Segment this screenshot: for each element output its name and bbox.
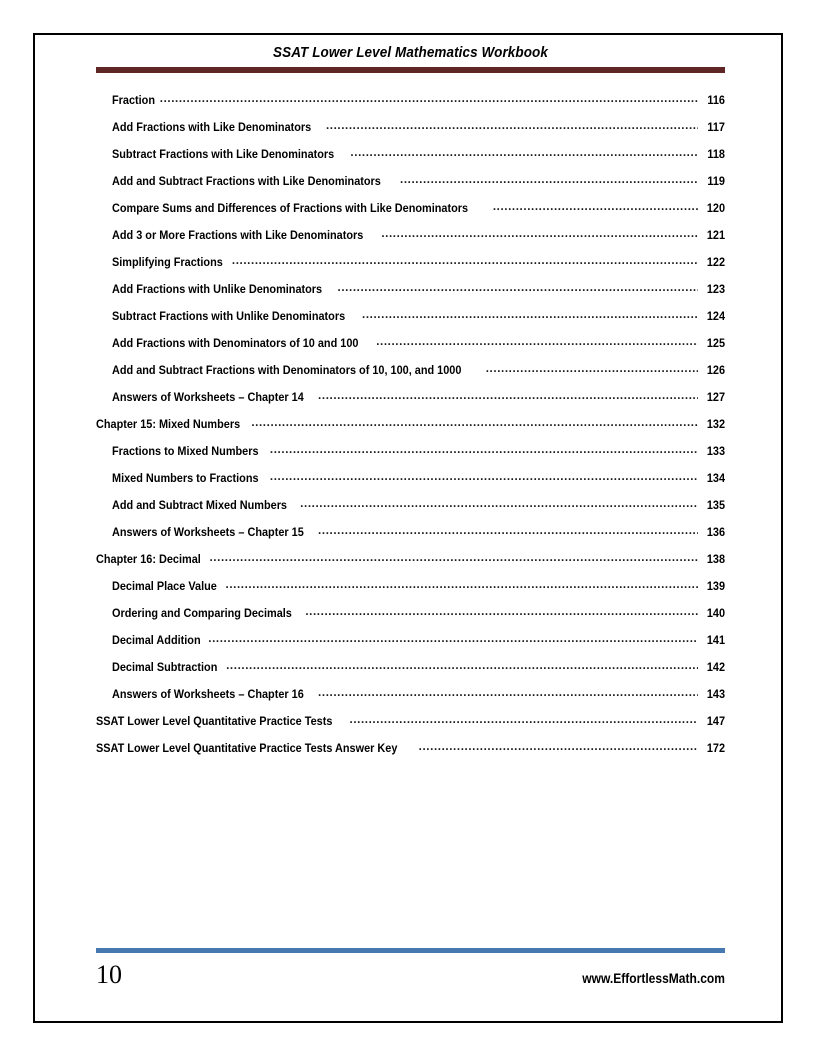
toc-dot-leader — [209, 550, 698, 563]
toc-dot-leader — [160, 91, 698, 104]
toc-entry-label: Fractions to Mixed Numbers — [112, 445, 259, 458]
toc-entry[interactable] — [96, 550, 725, 577]
toc-dot-leader — [318, 388, 698, 401]
toc-entry-label: Fraction — [112, 94, 156, 107]
toc-entry-label: SSAT Lower Level Quantitative Practice Tests Answer Key — [96, 742, 398, 755]
toc-entry-label: Decimal Addition — [112, 634, 201, 647]
toc-entry-page-number: 134 — [706, 472, 725, 485]
toc-entry-page-number: 126 — [706, 364, 725, 377]
toc-entry-label: Add and Subtract Fractions with Like Denominators — [112, 175, 381, 188]
document-footer — [96, 948, 725, 988]
toc-entry-label: Ordering and Comparing Decimals — [112, 607, 292, 620]
toc-entry-page-number: 139 — [706, 580, 725, 593]
toc-entry-label: Subtract Fractions with Unlike Denominators — [112, 310, 346, 323]
toc-entry[interactable] — [96, 442, 725, 469]
toc-entry-page-number: 117 — [707, 121, 725, 134]
toc-entry-page-number: 124 — [706, 310, 725, 323]
toc-entry-page-number: 133 — [706, 445, 725, 458]
toc-entry-page-number: 118 — [707, 148, 725, 161]
toc-entry-page-number: 123 — [706, 283, 725, 296]
toc-entry-page-number: 132 — [706, 418, 725, 431]
toc-entry-label: Chapter 16: Decimal — [96, 553, 201, 566]
toc-dot-leader — [486, 361, 698, 374]
toc-entry-page-number: 142 — [706, 661, 725, 674]
toc-entry[interactable] — [96, 172, 725, 199]
toc-entry-page-number: 125 — [706, 337, 725, 350]
toc-entry-page-number: 120 — [706, 202, 725, 215]
toc-dot-leader — [350, 712, 699, 725]
toc-entry-page-number: 121 — [706, 229, 725, 242]
toc-dot-leader — [300, 496, 698, 509]
toc-entry-label: SSAT Lower Level Quantitative Practice Tests — [96, 715, 333, 728]
toc-entry-label: Simplifying Fractions — [112, 256, 223, 269]
toc-dot-leader — [305, 604, 698, 617]
toc-entry[interactable] — [96, 685, 725, 712]
toc-entry-page-number: 135 — [706, 499, 725, 512]
toc-entry[interactable] — [96, 253, 725, 280]
toc-entry[interactable] — [96, 523, 725, 550]
toc-entry-page-number: 143 — [706, 688, 725, 701]
toc-entry-label: Compare Sums and Differences of Fractions with Like Denominators — [112, 202, 469, 215]
toc-entry-page-number: 140 — [706, 607, 725, 620]
toc-dot-leader — [208, 631, 698, 644]
document-header — [96, 45, 725, 73]
toc-entry-page-number: 119 — [707, 175, 725, 188]
toc-entry-label: Add 3 or More Fractions with Like Denominators — [112, 229, 364, 242]
toc-entry-page-number: 136 — [706, 526, 725, 539]
toc-entry[interactable] — [96, 307, 725, 334]
toc-entry-page-number: 138 — [706, 553, 725, 566]
toc-dot-leader — [232, 253, 698, 266]
toc-entry-page-number: 122 — [706, 256, 725, 269]
header-title: SSAT Lower Level Mathematics Workbook — [273, 45, 548, 61]
toc-entry-label: Add Fractions with Unlike Denominators — [112, 283, 323, 296]
toc-dot-leader — [226, 658, 698, 671]
website-link[interactable]: www.EffortlessMath.com — [582, 970, 725, 986]
footer-rule — [96, 948, 725, 953]
toc-entry-label: Chapter 15: Mixed Numbers — [96, 418, 241, 431]
toc-dot-leader — [318, 523, 698, 536]
toc-entry[interactable] — [96, 388, 725, 415]
toc-dot-leader — [381, 226, 698, 239]
toc-dot-leader — [350, 145, 698, 158]
toc-entry-label: Add and Subtract Mixed Numbers — [112, 499, 288, 512]
toc-entry[interactable] — [96, 469, 725, 496]
toc-dot-leader — [400, 172, 698, 185]
toc-entry[interactable] — [96, 415, 725, 442]
toc-entry[interactable] — [96, 199, 725, 226]
toc-entry[interactable] — [96, 739, 725, 766]
toc-dot-leader — [318, 685, 698, 698]
toc-entry-page-number: 141 — [706, 634, 725, 647]
toc-entry[interactable] — [96, 496, 725, 523]
toc-entry[interactable] — [96, 712, 725, 739]
page-number: 10 — [96, 960, 122, 989]
toc-entry-page-number: 172 — [706, 742, 725, 755]
toc-dot-leader — [270, 469, 698, 482]
toc-entry-label: Add Fractions with Like Denominators — [112, 121, 312, 134]
toc-dot-leader — [338, 280, 698, 293]
toc-entry-page-number: 127 — [706, 391, 725, 404]
toc-entry[interactable] — [96, 145, 725, 172]
toc-entry-label: Mixed Numbers to Fractions — [112, 472, 259, 485]
toc-entry[interactable] — [96, 361, 725, 388]
toc-entry-label: Add Fractions with Denominators of 10 and 100 — [112, 337, 359, 350]
toc-entry[interactable] — [96, 604, 725, 631]
table-of-contents — [96, 91, 725, 766]
toc-entry[interactable] — [96, 658, 725, 685]
toc-dot-leader — [226, 577, 699, 590]
page-frame — [33, 33, 783, 1023]
toc-entry[interactable] — [96, 118, 725, 145]
toc-entry[interactable] — [96, 334, 725, 361]
toc-entry-label: Decimal Subtraction — [112, 661, 218, 674]
toc-entry-label: Decimal Place Value — [112, 580, 217, 593]
toc-dot-leader — [326, 118, 698, 131]
toc-entry-page-number: 147 — [706, 715, 725, 728]
toc-entry-label: Answers of Worksheets – Chapter 15 — [112, 526, 304, 539]
toc-dot-leader — [251, 415, 698, 428]
toc-entry-page-number: 116 — [707, 94, 725, 107]
toc-entry[interactable] — [96, 226, 725, 253]
toc-dot-leader — [362, 307, 698, 320]
toc-entry-label: Subtract Fractions with Like Denominators — [112, 148, 335, 161]
footer-row — [96, 962, 725, 988]
toc-dot-leader — [419, 739, 698, 752]
toc-entry[interactable] — [96, 280, 725, 307]
toc-entry[interactable] — [96, 91, 725, 118]
toc-entry-label: Answers of Worksheets – Chapter 14 — [112, 391, 304, 404]
toc-dot-leader — [270, 442, 698, 455]
toc-entry-label: Add and Subtract Fractions with Denominators of 10, 100, and 1000 — [112, 364, 462, 377]
toc-entry-label: Answers of Worksheets – Chapter 16 — [112, 688, 304, 701]
toc-dot-leader — [376, 334, 698, 347]
toc-entry[interactable] — [96, 631, 725, 658]
toc-entry[interactable] — [96, 577, 725, 604]
toc-dot-leader — [493, 199, 698, 212]
header-rule — [96, 67, 725, 73]
